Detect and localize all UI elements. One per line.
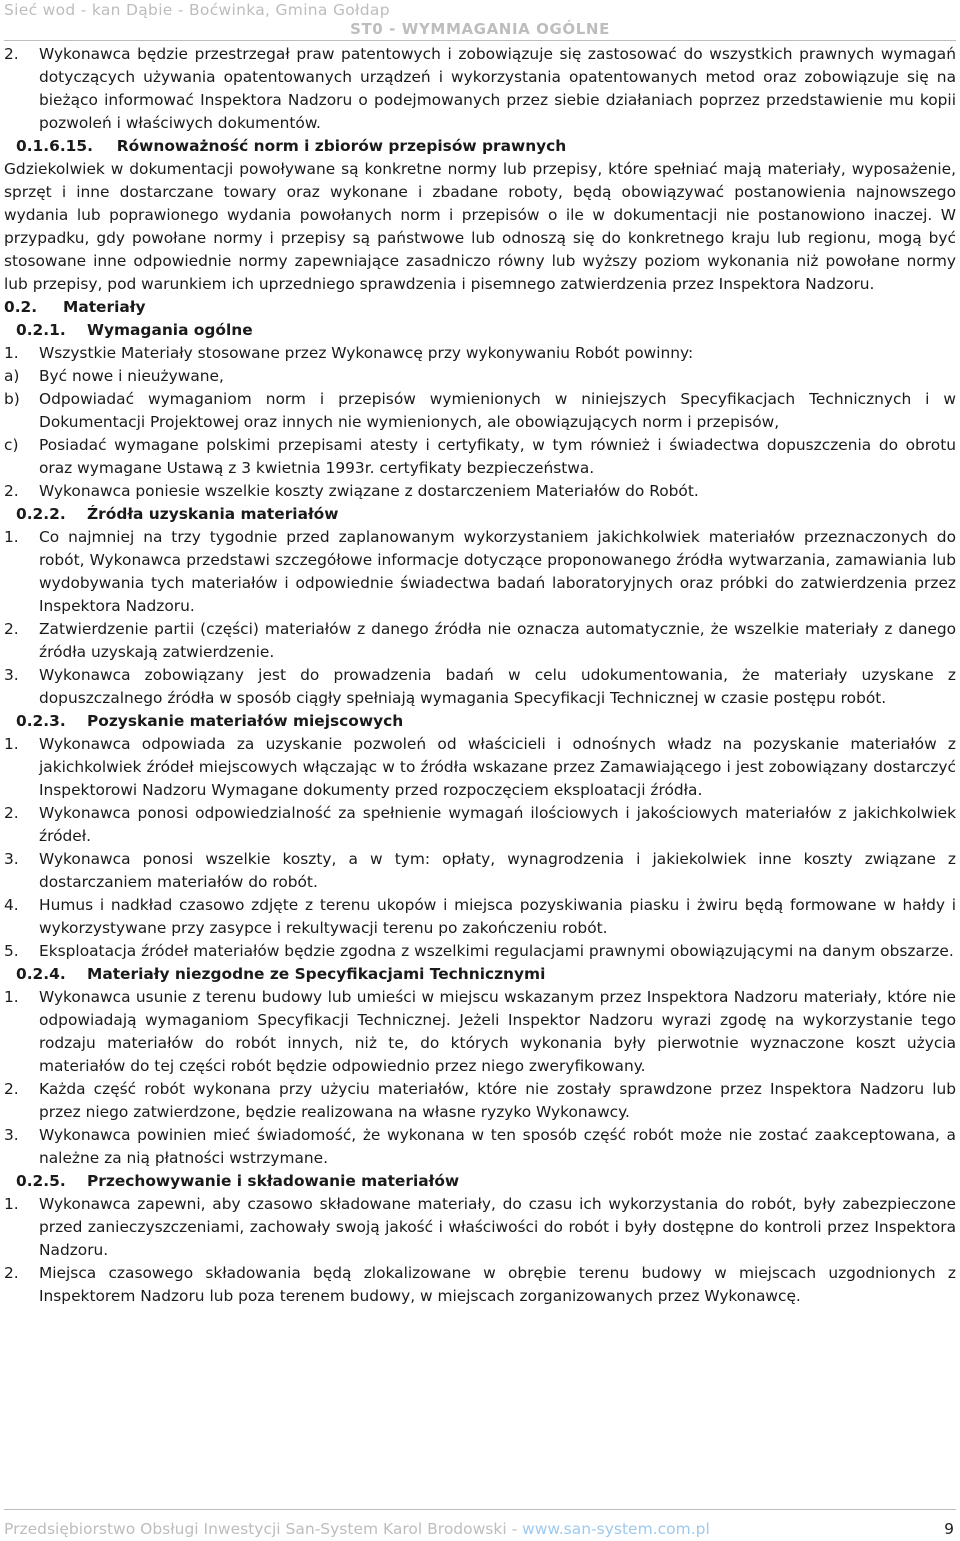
list-item [4, 618, 956, 664]
item-text: Wykonawca zapewni, aby czasowo składowane materiały, do czasu ich wykorzystania do robót, były zabezpieczone przed zanieczyszczeniami, zachowały swoją jakość i właściwości do robót i były dostępne do kontroli przez Inspektora Nadzoru. [39, 1195, 956, 1259]
list-item [4, 342, 956, 365]
item-number: a) [4, 367, 20, 385]
item-text: Miejsca czasowego składowania będą zlokalizowane w obrębie terenu budowy w miejscach uzgodnionych z Inspektorem Nadzoru lub poza terenem budowy, w miejscach zorganizowanych przez Wykonawcę. [39, 1264, 956, 1305]
list-item [4, 986, 956, 1078]
section-title: Materiały niezgodne ze Specyfikacjami Technicznymi [87, 965, 546, 983]
section-title: Źródła uzyskania materiałów [87, 505, 339, 523]
item-number: 1. [4, 344, 19, 362]
header-title: Sieć wod - kan Dąbie - Boćwinka, Gmina Gołdap [4, 1, 390, 19]
item-text: Odpowiadać wymaganiom norm i przepisów wymienionych w niniejszych Specyfikacjach Technicznych i w Dokumentacji Projektowej oraz innych nie wymienionych, ale obowiązujących norm i przepisów, [39, 390, 956, 431]
section-0-2-5 [4, 1170, 956, 1193]
section-code: 0.2.4. [16, 965, 66, 983]
list-item [4, 802, 956, 848]
footer-company [4, 1520, 710, 1538]
item-text: Wykonawca ponosi odpowiedzialność za spełnienie wymagań ilościowych i jakościowych materiałów z jakichkolwiek źródeł. [39, 804, 956, 845]
section-0-2 [4, 296, 956, 319]
item-text: Wykonawca zobowiązany jest do prowadzenia badań w celu udokumentowania, że materiały uzyskane z dopuszczalnego źródła w sposób ciągły spełniają wymagania Specyfikacji Technicznej w czasie postępu robót. [39, 666, 956, 707]
item-number: 1. [4, 988, 19, 1006]
item-text: Wykonawca będzie przestrzegał praw patentowych i zobowiązuje się zastosować do wszystkich prawnych wymagań dotyczących używania opatentowanych urządzeń i wykorzystania opatentowanych metod oraz zobowiązuje się na bieżąco informować Inspektora Nadzoru o podejmowanych przez siebie działaniach poprzez przedstawienie mu kopii pozwoleń i właściwych dokumentów. [39, 45, 956, 132]
item-text: Każda część robót wykonana przy użyciu materiałów, które nie zostały sprawdzone przez Inspektora Nadzoru lub przez niego zatwierdzone, będzie realizowana na własne ryzyko Wykonawcy. [39, 1080, 956, 1121]
item-text: Eksploatacja źródeł materiałów będzie zgodna z wszelkimi regulacjami prawnymi obowiązującymi na danym obszarze. [39, 942, 954, 960]
item-text: Wykonawca ponosi wszelkie koszty, a w tym: opłaty, wynagrodzenia i jakiekolwiek inne koszty związane z dostarczaniem materiałów do robót. [39, 850, 956, 891]
section-title: Przechowywanie i składowanie materiałów [87, 1172, 460, 1190]
item-number: 3. [4, 850, 19, 868]
list-item [4, 940, 956, 963]
item-text: Wykonawca odpowiada za uzyskanie pozwoleń od właścicieli i odnośnych władz na pozyskanie materiałów z jakichkolwiek źródeł miejscowych włączając w to źródła wskazane przez Zamawiającego i jest zobowiązany dostarczyć Inspektorowi Nadzoru Wymagane dokumenty przed rozpoczęciem eksploatacji źródła. [39, 735, 956, 799]
section-0-2-2 [4, 503, 956, 526]
item-number: 3. [4, 1126, 19, 1144]
section-0-2-3 [4, 710, 956, 733]
item-text: Posiadać wymagane polskimi przepisami atesty i certyfikaty, w tym również i świadectwa dopuszczenia do obrotu oraz wymagane Ustawą z 3 kwietnia 1993r. certyfikaty bezpieczeństwa. [39, 436, 956, 477]
section-0-2-1 [4, 319, 956, 342]
item-number: 2. [4, 482, 19, 500]
section-code: 0.1.6.15. [16, 137, 93, 155]
list-0-2-2 [4, 526, 956, 710]
item-text: Wykonawca powinien mieć świadomość, że wykonana w ten sposób część robót może nie zostać zaakceptowana, a należne za nią płatności wstrzymane. [39, 1126, 956, 1167]
header-subtitle: ST0 - WYMMAGANIA OGÓLNE [350, 20, 610, 38]
page-number: 9 [944, 1520, 954, 1538]
item-number: 2. [4, 804, 19, 822]
item-number: 1. [4, 1195, 19, 1213]
footer-website-link[interactable]: www.san-system.com.pl [522, 1520, 710, 1538]
list-item [4, 434, 956, 480]
section-title: Wymagania ogólne [87, 321, 253, 339]
list-item [4, 480, 956, 503]
section-title: Materiały [63, 298, 146, 316]
list-item [4, 526, 956, 618]
item-text: Być nowe i nieużywane, [39, 367, 224, 385]
item-number: 2. [4, 620, 19, 638]
page-header [4, 0, 956, 41]
section-0-2-4 [4, 963, 956, 986]
page-footer [4, 1509, 956, 1538]
list-item [4, 733, 956, 802]
list-item [4, 388, 956, 434]
list-item [4, 1193, 956, 1262]
section-0-1-6-15 [4, 135, 956, 158]
item-number: 2. [4, 1264, 19, 1282]
item-text: Wszystkie Materiały stosowane przez Wykonawcę przy wykonywaniu Robót powinny: [39, 344, 694, 362]
list-item [4, 43, 956, 135]
item-text: Zatwierdzenie partii (części) materiałów z danego źródła nie oznacza automatycznie, że wszelkie materiały z danego źródła uzyskają zatwierdzenie. [39, 620, 956, 661]
item-number: 2. [4, 1080, 19, 1098]
list-0-2-5 [4, 1193, 956, 1308]
list-0-2-3 [4, 733, 956, 963]
footer-company-name: Przedsiębiorstwo Obsługi Inwestycji San-System Karol Brodowski - [4, 1520, 523, 1538]
section-code: 0.2.3. [16, 712, 66, 730]
item-text: Wykonawca usunie z terenu budowy lub umieści w miejscu wskazanym przez Inspektora Nadzoru materiały, które nie odpowiadają wymaganiom Specyfikacji Technicznej. Jeżeli Inspektor Nadzoru wyrazi zgodę na wykorzystanie tego rodzaju materiałów do robót innych, niż te, do których wykonania były pierwotnie wyznaczone koszt użycia materiałów do tej części robót będzie odpowiednio przez niego zweryfikowany. [39, 988, 956, 1075]
item-text: Co najmniej na trzy tygodnie przed zaplanowanym wykorzystaniem jakichkolwiek materiałów przeznaczonych do robót, Wykonawca przedstawi szczegółowe informacje dotyczące proponowanego źródła wytwarzania, zamawiania lub wydobywania tych materiałów i odpowiednie świadectwa badań laboratoryjnych oraz próbki do zatwierdzenia przez Inspektora Nadzoru. [39, 528, 956, 615]
item-number: c) [4, 436, 19, 454]
list-item [4, 1262, 956, 1308]
section-title: Pozyskanie materiałów miejscowych [87, 712, 404, 730]
section-code: 0.2.1. [16, 321, 66, 339]
section-code: 0.2.5. [16, 1172, 66, 1190]
item-number: 3. [4, 666, 19, 684]
item-number: 2. [4, 45, 19, 63]
list-item [4, 848, 956, 894]
list-0-2-4 [4, 986, 956, 1170]
section-code: 0.2. [4, 298, 38, 316]
item-number: b) [4, 390, 20, 408]
item-text: Humus i nadkład czasowo zdjęte z terenu ukopów i miejsca pozyskiwania piasku i żwiru będą formowane w hałdy i wykorzystywane przy zasypce i rekultywacji terenu po zakończeniu robót. [39, 896, 956, 937]
section-code: 0.2.2. [16, 505, 66, 523]
list-0-2-1 [4, 342, 956, 503]
item-number: 1. [4, 735, 19, 753]
list-item [4, 1124, 956, 1170]
item-text: Wykonawca poniesie wszelkie koszty związane z dostarczeniem Materiałów do Robót. [39, 482, 699, 500]
list-item [4, 664, 956, 710]
section-paragraph: Gdziekolwiek w dokumentacji powoływane są konkretne normy lub przepisy, które spełniać mają materiały, wyposażenie, sprzęt i inne dostarczane towary oraz wykonane i zbadane roboty, będą obowiązywać postanowienia najnowszego wydania lub poprawionego wydania powołanych norm i przepisów o ile w dokumentacji nie postanowiono inaczej. W przypadku, gdy powołane normy i przepisy są państwowe lub odnoszą się do konkretnego kraju lub regionu, mogą być stosowane inne odpowiednie normy zapewniające zasadniczo równy lub wyższy poziom wykonania niż powołane normy lub przepisy, pod warunkiem ich uprzedniego sprawdzenia i pisemnego zatwierdzenia przez Inspektora Nadzoru. [4, 160, 956, 293]
item-number: 1. [4, 528, 19, 546]
list-item [4, 365, 956, 388]
document-body [4, 43, 956, 1308]
list-item [4, 1078, 956, 1124]
item-number: 5. [4, 942, 19, 960]
section-title: Równoważność norm i zbiorów przepisów prawnych [116, 137, 567, 155]
list-item [4, 894, 956, 940]
item-number: 4. [4, 896, 19, 914]
